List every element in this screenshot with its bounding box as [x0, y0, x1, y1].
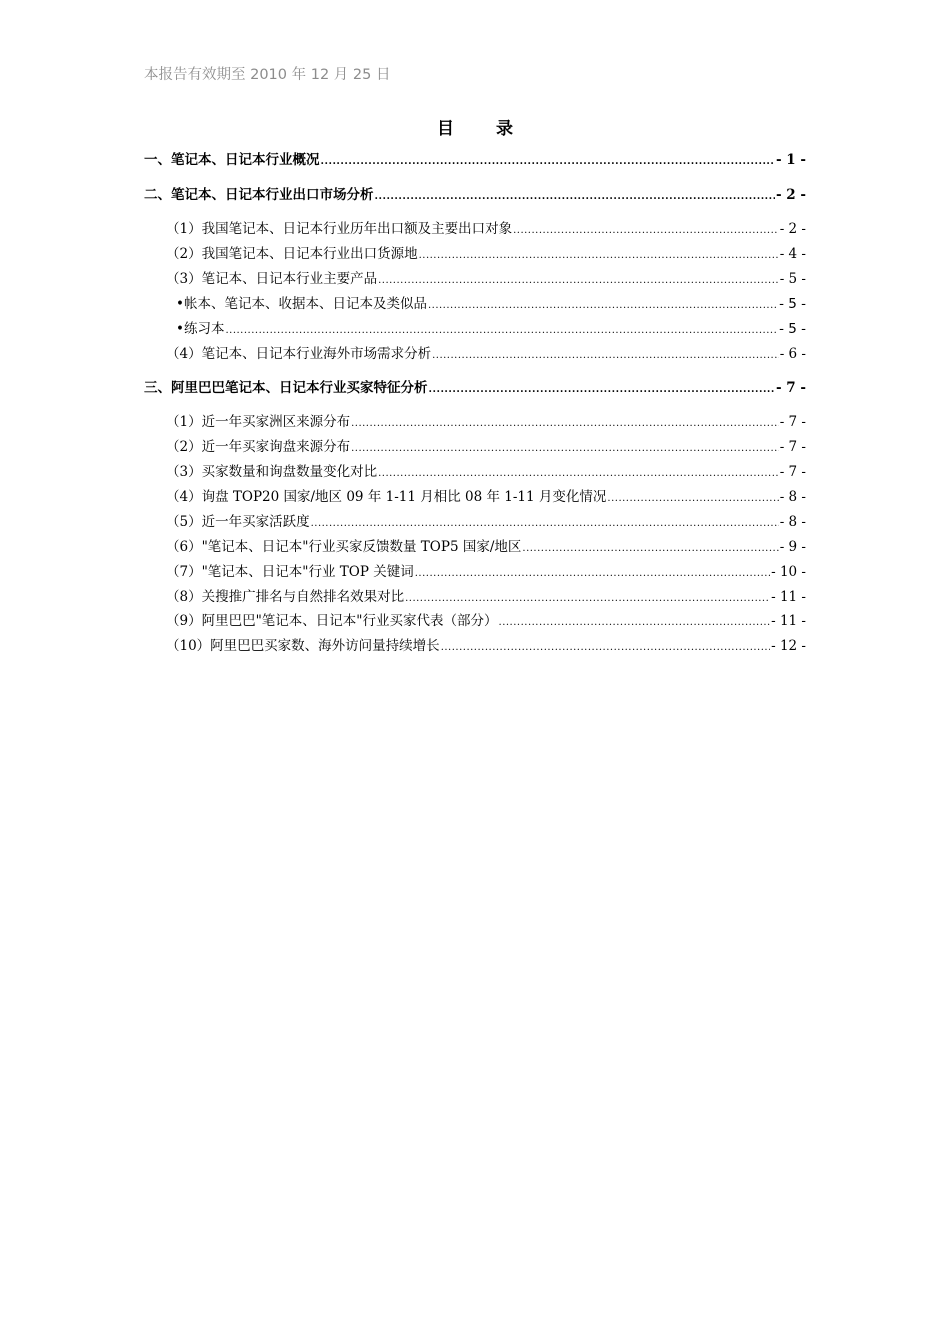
toc-leader [405, 589, 770, 609]
toc-title-char-1: 目 [437, 119, 454, 139]
toc-entry-page: - 7 - [776, 380, 806, 396]
toc-entry[interactable] [144, 378, 806, 398]
toc-entry[interactable] [166, 562, 806, 582]
toc-entry-text: （10）阿里巴巴买家数、海外访问量持续增长 [166, 638, 440, 654]
toc-title-char-2: 录 [496, 119, 513, 139]
toc-entry-page: - 7 - [779, 464, 806, 480]
toc-entry-page: - 5 - [779, 321, 806, 337]
toc-leader [225, 321, 778, 341]
toc-entry-text: 二、笔记本、日记本行业出口市场分析 [144, 187, 374, 203]
toc-entry[interactable] [166, 587, 806, 607]
toc-leader [419, 246, 779, 266]
toc-entry-text: （1）近一年买家洲区来源分布 [166, 414, 351, 430]
toc-entry-page: - 4 - [779, 246, 806, 262]
toc-entry-page: - 10 - [771, 564, 806, 580]
toc-entry[interactable] [166, 269, 806, 289]
toc-entry-page: - 7 - [779, 439, 806, 455]
toc-entry-text: •练习本 [176, 321, 225, 337]
toc-entry[interactable] [176, 319, 806, 339]
toc-entry[interactable] [166, 244, 806, 264]
toc-entry-text: （5）近一年买家活跃度 [166, 514, 310, 530]
toc-entry-text: （6）"笔记本、日记本"行业买家反馈数量 TOP5 国家/地区 [166, 539, 522, 555]
toc-leader [415, 564, 770, 584]
toc-entry-text: （3）买家数量和询盘数量变化对比 [166, 464, 378, 480]
toc-entry-page: - 5 - [779, 271, 806, 287]
toc-entry-text: 三、阿里巴巴笔记本、日记本行业买家特征分析 [144, 380, 428, 396]
toc-entry-text: 一、笔记本、日记本行业概况 [144, 152, 320, 168]
toc-leader [432, 346, 779, 366]
toc-entry-text: （4）询盘 TOP20 国家/地区 09 年 1-11 月相比 08 年 1-11 月变化情况 [166, 489, 607, 505]
toc-entry[interactable] [166, 636, 806, 656]
toc-entry-page: - 9 - [779, 539, 806, 555]
toc-entry-text: （2）近一年买家询盘来源分布 [166, 439, 351, 455]
toc-entry-page: - 8 - [779, 489, 806, 505]
toc-entry[interactable] [144, 185, 806, 205]
toc-entry-text: （2）我国笔记本、日记本行业出口货源地 [166, 246, 418, 262]
toc-entry-text: （3）笔记本、日记本行业主要产品 [166, 271, 378, 287]
toc-entry-page: - 8 - [779, 514, 806, 530]
toc-entry-text: •帐本、笔记本、收据本、日记本及类似品 [176, 296, 427, 312]
toc-entry-page: - 7 - [779, 414, 806, 430]
toc-entry-page: - 6 - [779, 346, 806, 362]
toc-entry-text: （7）"笔记本、日记本"行业 TOP 关键词 [166, 564, 414, 580]
toc-entry-page: - 2 - [776, 187, 806, 203]
toc-leader [351, 414, 779, 434]
toc-leader [378, 271, 779, 291]
toc-entry[interactable] [166, 487, 806, 507]
report-validity-note: 本报告有效期至 2010 年 12 月 25 日 [144, 67, 391, 83]
toc-leader [351, 439, 779, 459]
toc-leader [311, 514, 779, 534]
toc-leader [428, 296, 778, 316]
toc-entry-page: - 1 - [776, 152, 806, 168]
toc-entry-page: - 2 - [779, 221, 806, 237]
toc-entry-text: （9）阿里巴巴"笔记本、日记本"行业买家代表（部分） [166, 613, 498, 629]
toc-entry[interactable] [166, 462, 806, 482]
toc-leader [375, 187, 776, 207]
toc-entry[interactable] [176, 294, 806, 314]
toc-leader [441, 638, 770, 658]
toc-entry[interactable] [166, 537, 806, 557]
toc-entry-page: - 5 - [779, 296, 806, 312]
toc-entry[interactable] [166, 219, 806, 239]
toc-entry-text: （4）笔记本、日记本行业海外市场需求分析 [166, 346, 432, 362]
toc-entry-page: - 11 - [771, 613, 806, 629]
toc-entry[interactable] [166, 611, 806, 631]
toc-leader [607, 489, 778, 509]
toc-entry[interactable] [166, 437, 806, 457]
toc-entry[interactable] [144, 150, 806, 170]
toc-leader [429, 380, 776, 400]
toc-leader [513, 221, 779, 241]
toc-entry-page: - 11 - [771, 589, 806, 605]
toc-entry-text: （8）关搜推广排名与自然排名效果对比 [166, 589, 405, 605]
toc-entry-page: - 12 - [771, 638, 806, 654]
toc-leader [321, 152, 776, 172]
toc-leader [499, 613, 771, 633]
toc-title [0, 114, 950, 139]
toc-leader [522, 539, 778, 559]
toc-entry[interactable] [166, 344, 806, 364]
toc-leader [378, 464, 779, 484]
toc-entry[interactable] [166, 512, 806, 532]
toc-entry-text: （1）我国笔记本、日记本行业历年出口额及主要出口对象 [166, 221, 513, 237]
toc-entry[interactable] [166, 412, 806, 432]
